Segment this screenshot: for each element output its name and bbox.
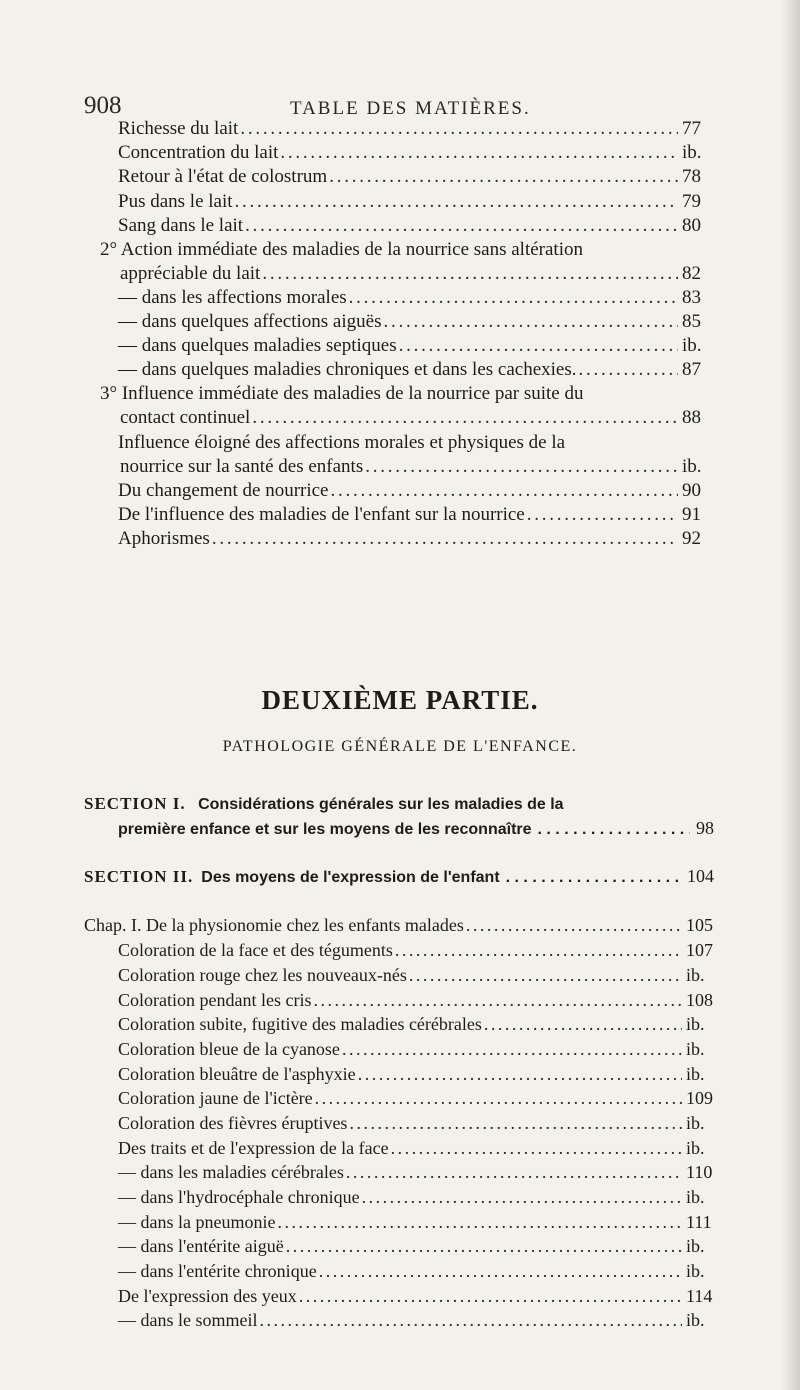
toc-entry: Coloration bleuâtre de l'asphyxie . . . ib. bbox=[118, 1062, 714, 1086]
toc-entry: De l'influence des maladies de l'enfant sur la nourrice . . . 91 bbox=[118, 503, 710, 527]
toc-entry: Coloration de la face et des téguments . . . 107 bbox=[118, 938, 714, 962]
toc-entry: — dans l'hydrocéphale chronique . . . ib. bbox=[118, 1185, 714, 1209]
toc-entry: Concentration du lait . . . ib. bbox=[118, 141, 710, 165]
toc-entry: Coloration rouge chez les nouveaux-nés . . . ib. bbox=[118, 963, 714, 987]
toc-entry: Coloration des fièvres éruptives . . . ib. bbox=[118, 1111, 714, 1135]
toc-entry: Richesse du lait . . . 77 bbox=[118, 117, 710, 141]
toc-entry: Retour à l'état de colostrum . . . 78 bbox=[118, 165, 710, 189]
toc-entry: Du changement de nourrice . . . 90 bbox=[118, 479, 710, 503]
section-heading: SECTION I. Considérations générales sur les maladies de la bbox=[84, 794, 564, 813]
toc-entry: Pus dans le lait . . . 79 bbox=[118, 190, 710, 214]
part-subtitle: PATHOLOGIE GÉNÉRALE DE L'ENFANCE. bbox=[222, 738, 578, 755]
running-head: TABLE DES MATIÈRES. bbox=[290, 98, 531, 119]
toc-entry: — dans quelques maladies chroniques et dans les cachexies. . . . 87 bbox=[118, 358, 710, 382]
toc-entry: Des traits et de l'expression de la face . . . ib. bbox=[118, 1136, 714, 1160]
chapter-heading: Chap. I. De la physionomie chez les enfants malades . . . 105 bbox=[84, 913, 714, 937]
toc-entry: — dans le sommeil . . . ib. bbox=[118, 1308, 714, 1332]
toc-entry: — dans quelques affections aiguës . . . 85 bbox=[118, 310, 710, 334]
toc-entry-continued: 3° Influence immédiate des maladies de la nourrice par suite du bbox=[100, 383, 584, 404]
part-title: DEUXIÈME PARTIE. bbox=[261, 685, 539, 715]
toc-entry: — dans les affections morales . . . 83 bbox=[118, 286, 710, 310]
toc-entry: contact continuel . . . 88 bbox=[120, 406, 710, 430]
toc-entry: De l'expression des yeux . . . 114 bbox=[118, 1284, 714, 1308]
toc-entry: Aphorismes . . . 92 bbox=[118, 527, 710, 551]
toc-entry: — dans les maladies cérébrales . . . 110 bbox=[118, 1160, 714, 1184]
toc-entry: — dans l'entérite chronique . . . ib. bbox=[118, 1259, 714, 1283]
section-entry: SECTION II. Des moyens de l'expression de l'enfant . . . 104 bbox=[84, 865, 714, 887]
page-number: 908 bbox=[84, 92, 122, 119]
toc-entry: — dans quelques maladies septiques . . . ib. bbox=[118, 334, 710, 358]
toc-entry: Coloration bleue de la cyanose . . . ib. bbox=[118, 1037, 714, 1061]
toc-entry-continued: 2° Action immédiate des maladies de la nourrice sans altération bbox=[100, 239, 583, 260]
toc-entry: Coloration subite, fugitive des maladies cérébrales . . . ib. bbox=[118, 1012, 714, 1036]
toc-entry: nourrice sur la santé des enfants . . . ib. bbox=[120, 455, 710, 479]
toc-entry: — dans la pneumonie . . . 111 bbox=[118, 1210, 714, 1234]
toc-entry: Sang dans le lait . . . 80 bbox=[118, 214, 710, 238]
toc-entry: Coloration pendant les cris . . . 108 bbox=[118, 988, 714, 1012]
toc-entry-continued: Influence éloigné des affections morales et physiques de la bbox=[118, 432, 566, 453]
toc-entry: Coloration jaune de l'ictère . . . 109 bbox=[118, 1086, 714, 1110]
page-edge-shadow bbox=[780, 0, 800, 1390]
toc-entry: appréciable du lait . . . 82 bbox=[120, 262, 710, 286]
toc-entry: — dans l'entérite aiguë . . . ib. bbox=[118, 1234, 714, 1258]
section-entry: première enfance et sur les moyens de les reconnaître . . . 98 bbox=[118, 817, 714, 839]
